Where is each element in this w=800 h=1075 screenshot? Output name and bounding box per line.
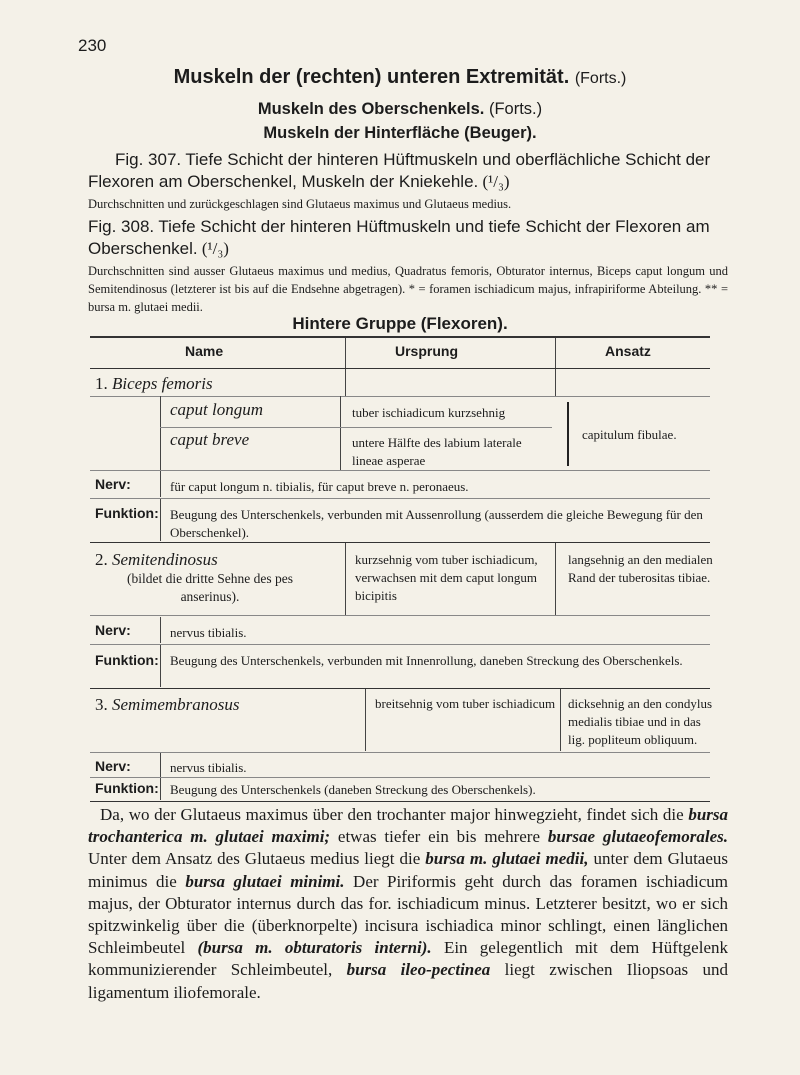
- body-paragraph: [88, 804, 728, 1004]
- biceps-nerv-rule: [160, 471, 161, 497]
- fig-308-text: Tiefe Schicht der hinteren Hüftmuskeln und tiefe Schicht der Flexoren am Oberschenkel.: [88, 217, 710, 258]
- para-text-6: Ein gelegentlich mit dem Hüftgelenk kommunizierender Schleimbeutel,: [88, 938, 728, 980]
- biceps-rule: [90, 396, 710, 397]
- para-text-3: Unter dem Ansatz des Glutaeus medius liegt die: [88, 849, 421, 869]
- semitendinosus-number: 2.: [95, 550, 108, 569]
- semimembranosus-funktion: Beugung des Unterschenkels (daneben Streckung des Oberschenkels).: [170, 782, 536, 797]
- section-title-text: Muskeln des Oberschenkels.: [257, 100, 485, 118]
- semitendinosus-nerv: nervus tibialis.: [170, 625, 247, 640]
- para-text-7: liegt zwischen Iliopsoas und ligamentum iliofemorale.: [88, 960, 728, 1002]
- semitendinosus-funktion-rule: [160, 645, 161, 687]
- group-title: Hintere Gruppe (Flexoren).: [292, 314, 508, 333]
- semitendinosus-nerv-rule-h: [90, 644, 710, 645]
- biceps-title: Biceps femoris: [112, 374, 213, 393]
- semitendinosus-nerv-label: Nerv:: [95, 622, 131, 638]
- page-number: 230: [78, 36, 107, 55]
- para-term-3: bursa m. glutaei medii,: [425, 849, 589, 869]
- section-title-forts: (Forts.): [488, 100, 543, 118]
- semitendinosus-nerv-rule: [160, 617, 161, 643]
- fig-308-scale: (¹/₃): [201, 239, 229, 258]
- header-ursprung: Ursprung: [395, 343, 458, 359]
- header-name: Name: [185, 343, 224, 359]
- biceps-divider-1: [345, 370, 346, 396]
- fig-307-label: Fig. 307.: [115, 150, 182, 169]
- para-term-1: bursa trochanterica m. glutaei maximi;: [88, 805, 729, 847]
- para-term-2: bursae glutaeofemorales.: [547, 827, 728, 847]
- semimembranosus-insertion: dicksehnig an den condylus medialis tibiae und in das lig. popliteum obliquum.: [568, 696, 713, 747]
- chapter-title-forts: (Forts.): [574, 70, 627, 87]
- para-text-4: unter dem Glutaeus minimus die: [88, 849, 729, 891]
- biceps-head-left-rule: [160, 396, 161, 470]
- semitendinosus-rule: [90, 615, 710, 616]
- semitendinosus-funktion: Beugung des Unterschenkels, verbunden mit Innenrollung, daneben Streckung des Oberschenkels.: [170, 653, 683, 668]
- biceps-divider-2: [555, 370, 556, 396]
- semimembranosus-nerv: nervus tibialis.: [170, 760, 247, 775]
- fig-308-caption: Durchschnitten sind ausser Glutaeus maximus und medius, Quadratus femoris, Obturator internus, Biceps caput longum und Semitendinosus (letzterer ist bis auf die Endsehne abgetragen). * = foramen ischiadicum majus, infrapiriforme Abteilung. ** = bursa m. glutaei medii.: [88, 264, 728, 314]
- para-text-2: etwas tiefer ein bis mehrere: [337, 827, 541, 847]
- chapter-title: [0, 66, 800, 89]
- biceps-head-longum: caput longum: [170, 400, 264, 419]
- semimembranosus-origin: breitsehnig vom tuber ischiadicum: [375, 696, 556, 711]
- biceps-nerv: für caput longum n. tibialis, für caput breve n. peronaeus.: [170, 479, 469, 494]
- biceps-funktion-rule: [160, 499, 161, 541]
- biceps-head-rule: [160, 427, 552, 428]
- biceps-number: 1.: [95, 374, 108, 393]
- para-term-5: (bursa m. obturatoris interni).: [197, 938, 432, 958]
- semimembranosus-funktion-rule: [160, 778, 161, 800]
- semitendinosus-funktion-label: Funktion:: [95, 652, 159, 668]
- chapter-title-text: Muskeln der (rechten) unteren Extremität.: [173, 66, 570, 88]
- semitendinosus-origin: kurzsehnig vom tuber ischiadicum, verwachsen mit dem caput longum bicipitis: [355, 552, 538, 603]
- para-term-4: bursa glutaei minimi.: [185, 871, 345, 891]
- semitendinosus-name: [95, 550, 218, 570]
- biceps-rule-2: [90, 470, 710, 471]
- header-divider-2: [555, 338, 556, 370]
- semimembranosus-number: 3.: [95, 695, 108, 714]
- semimembranosus-rule: [90, 752, 710, 753]
- para-term-6: bursa ileo-pectinea: [346, 960, 491, 980]
- header-divider-1: [345, 338, 346, 370]
- semitendinosus-title: Semitendinosus: [112, 550, 218, 569]
- subsection-title: Muskeln der Hinterfläche (Beuger).: [263, 124, 537, 142]
- fig-307-text: Tiefe Schicht der hinteren Hüftmuskeln und oberflächliche Schicht der Flexoren am Oberschenkel, Muskeln der Kniekehle.: [88, 150, 711, 191]
- biceps-funktion-label: Funktion:: [95, 505, 159, 521]
- section-title: [0, 100, 800, 119]
- table-bottom-rule: [90, 801, 710, 802]
- biceps-name: [95, 374, 213, 394]
- semimembranosus-nerv-label: Nerv:: [95, 758, 131, 774]
- para-text-5: Der Piriformis geht durch das foramen ischiadicum majus, der Obturator internus durch das for. ischiadicum minus. Letzterer besitzt, wo er sich spitzwinkelig über die (überknorpelte) incisura ischiadica minor schlingt, einen länglichen Schleimbeutel: [88, 871, 728, 958]
- biceps-nerv-rule-h: [90, 498, 710, 499]
- semimembranosus-funktion-label: Funktion:: [95, 780, 159, 796]
- semimembranosus-divider-2: [560, 689, 561, 751]
- fig-307-caption: Durchschnitten und zurückgeschlagen sind Glutaeus maximus und Glutaeus medius.: [88, 197, 512, 211]
- semimembranosus-divider-1: [365, 689, 366, 751]
- semimembranosus-name: [95, 695, 240, 715]
- semimembranosus-nerv-rule: [160, 753, 161, 777]
- fig-308-heading: [88, 216, 728, 260]
- biceps-head-breve: caput breve: [170, 430, 250, 449]
- table-top-rule: [90, 336, 710, 338]
- semitendinosus-end-rule: [90, 688, 710, 689]
- semimembranosus-title: Semimembranosus: [112, 695, 240, 714]
- biceps-insertion: capitulum fibulae.: [582, 427, 677, 442]
- semitendinosus-insertion: langsehnig an den medialen Rand der tuberositas tibiae.: [568, 552, 713, 585]
- fig-307-heading: [88, 149, 728, 193]
- semimembranosus-nerv-rule-h: [90, 777, 710, 778]
- fig-308-label: Fig. 308.: [88, 217, 155, 236]
- para-text-1: Da, wo der Glutaeus maximus über den trochanter major hinwegzieht, findet sich die: [100, 805, 684, 824]
- semitendinosus-note: (bildet die dritte Sehne des pes anserinus).: [126, 571, 294, 604]
- header-rule: [90, 368, 710, 369]
- header-ansatz: Ansatz: [605, 343, 651, 359]
- semitendinosus-divider-1: [345, 543, 346, 615]
- biceps-longum-origin: tuber ischiadicum kurzsehnig: [352, 405, 506, 420]
- biceps-head-mid-rule: [340, 396, 341, 470]
- biceps-funktion: Beugung des Unterschenkels, verbunden mit Aussenrollung (ausserdem die gleiche Bewegung für den Oberschenkel).: [170, 507, 703, 540]
- biceps-brace: [567, 402, 573, 466]
- biceps-nerv-label: Nerv:: [95, 476, 131, 492]
- fig-307-scale: (¹/₃): [482, 172, 510, 191]
- biceps-breve-origin: untere Hälfte des labium laterale lineae asperae: [352, 435, 522, 468]
- biceps-end-rule: [90, 542, 710, 543]
- semitendinosus-divider-2: [555, 543, 556, 615]
